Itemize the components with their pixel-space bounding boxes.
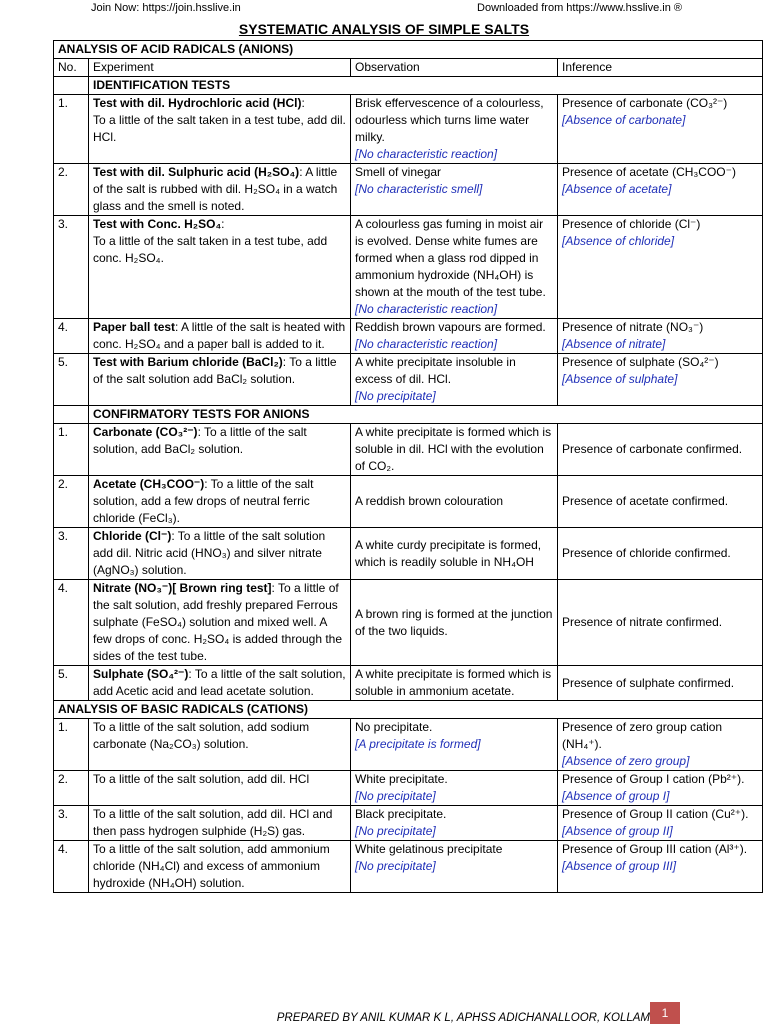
observation-text: A white precipitate is formed which is soluble in ammonium acetate. (355, 667, 552, 698)
inference-cell (558, 528, 763, 580)
table-row (54, 424, 763, 476)
inference-cell (558, 216, 763, 319)
test-name: Paper ball test (93, 320, 176, 334)
observation-text: Black precipitate. (355, 807, 447, 821)
observation-cell (351, 319, 558, 354)
negative-observation: [No characteristic reaction] (355, 147, 498, 161)
row-number (54, 476, 89, 528)
experiment-cell (89, 580, 351, 666)
inference-text: Presence of Group III cation (Al³⁺). (562, 842, 748, 856)
inference-cell (558, 164, 763, 216)
row-number-text: 3. (58, 807, 69, 821)
inference-text: Presence of chloride (Cl⁻) (562, 217, 701, 231)
test-description: To a little of the salt taken in a test tube, add conc. H₂SO₄. (93, 234, 328, 265)
confirmatory-heading-row (54, 406, 763, 424)
anion-name: Carbonate (CO₃²⁻) (93, 425, 198, 439)
inference-text: Presence of carbonate (CO₃²⁻) (562, 96, 728, 110)
inference-text: Presence of Group I cation (Pb²⁺). (562, 772, 745, 786)
page-title: SYSTEMATIC ANALYSIS OF SIMPLE SALTS (238, 21, 530, 37)
empty-cell (54, 406, 89, 424)
experiment-cell (89, 216, 351, 319)
identification-heading-row (54, 77, 763, 95)
test-name: Test with dil. Sulphuric acid (H₂SO₄) (93, 165, 300, 179)
negative-inference: [Absence of zero group] (562, 754, 690, 768)
table-row (54, 719, 763, 771)
row-number-text: 5. (58, 355, 69, 369)
row-number (54, 528, 89, 580)
table-row (54, 580, 763, 666)
test-name: Test with Barium chloride (BaCl₂) (93, 355, 283, 369)
observation-cell (351, 476, 558, 528)
cations-heading: ANALYSIS OF BASIC RADICALS (CATIONS) (54, 701, 763, 719)
empty-cell (54, 77, 89, 95)
negative-inference: [Absence of acetate] (562, 182, 672, 196)
test-text: To a little of the salt solution, add dil. HCl and then pass hydrogen sulphide (H₂S) gas. (93, 807, 333, 838)
observation-cell (351, 164, 558, 216)
experiment-cell (89, 476, 351, 528)
row-number (54, 424, 89, 476)
observation-cell (351, 95, 558, 164)
test-text: To a little of the salt solution, add ammonium chloride (NH₄Cl) and excess of ammonium hydroxide (NH₄OH) solution. (93, 842, 330, 890)
inference-text: Presence of nitrate (NO₃⁻) (562, 320, 704, 334)
inference-cell (558, 719, 763, 771)
observation-text: A brown ring is formed at the junction of the two liquids. (355, 606, 553, 638)
experiment-cell (89, 719, 351, 771)
row-number-text: 3. (58, 217, 69, 231)
observation-text: Reddish brown vapours are formed. (355, 320, 546, 334)
negative-observation: [No characteristic smell] (355, 182, 483, 196)
cation-rows (54, 719, 763, 893)
negative-observation: [No characteristic reaction] (355, 302, 498, 316)
test-text: To a little of the salt solution, add dil. HCl (93, 772, 310, 786)
anion-name: Sulphate (SO₄²⁻) (93, 667, 189, 681)
test-text: : To a little of the salt solution add dil. Nitric acid (HNO₃) and silver nitrate (AgNO₃) solution. (93, 529, 326, 577)
experiment-cell (89, 841, 351, 893)
negative-observation: [No precipitate] (355, 824, 436, 838)
observation-text: A white precipitate insoluble in excess of dil. HCl. (355, 355, 516, 386)
observation-cell (351, 424, 558, 476)
col-observation: Observation (351, 59, 558, 77)
table-row (54, 841, 763, 893)
test-text: : A little of the salt is heated with conc. H₂SO₄ and a paper ball is added to it. (93, 320, 346, 351)
test-name: Test with Conc. H₂SO₄ (93, 217, 222, 231)
row-number (54, 719, 89, 771)
test-text: : (301, 96, 305, 110)
inference-text: Presence of acetate (CH₃COO⁻) (562, 165, 736, 179)
table-row (54, 354, 763, 406)
row-number (54, 216, 89, 319)
row-number-text: 2. (58, 477, 69, 491)
negative-observation: [No precipitate] (355, 859, 436, 873)
row-number (54, 319, 89, 354)
header-join-link[interactable]: Join Now: https://join.hsslive.in (91, 2, 241, 14)
identification-heading: IDENTIFICATION TESTS (89, 77, 763, 95)
observation-text: A white precipitate is formed which is soluble in dil. HCl with the evolution of CO₂. (355, 425, 552, 473)
observation-text: A colourless gas fuming in moist air is evolved. Dense white fumes are formed when a glass rod dipped in ammonium hydroxide (NH₄OH) is shown at the mouth of the test tube. (355, 217, 546, 299)
inference-cell (558, 806, 763, 841)
col-experiment: Experiment (89, 59, 351, 77)
inference-text: Presence of acetate confirmed. (562, 494, 729, 508)
table-row (54, 216, 763, 319)
row-number (54, 841, 89, 893)
inference-cell (558, 424, 763, 476)
row-number (54, 95, 89, 164)
test-text: : (221, 217, 225, 231)
negative-inference: [Absence of nitrate] (562, 337, 666, 351)
col-no: No. (54, 59, 89, 77)
observation-cell (351, 771, 558, 806)
header-download-link[interactable]: Downloaded from https://www.hsslive.in ® (477, 2, 682, 14)
confirmatory-rows (54, 424, 763, 701)
observation-text: White precipitate. (355, 772, 448, 786)
footer-credit: PREPARED BY ANIL KUMAR K L, APHSS ADICHANALLOOR, KOLLAM (276, 1012, 650, 1024)
experiment-cell (89, 95, 351, 164)
row-number (54, 354, 89, 406)
observation-text: No precipitate. (355, 720, 433, 734)
experiment-cell (89, 354, 351, 406)
row-number (54, 580, 89, 666)
experiment-cell (89, 528, 351, 580)
test-description: To a little of the salt taken in a test tube, add dil. HCl. (93, 113, 346, 144)
row-number (54, 771, 89, 806)
row-number-text: 4. (58, 320, 69, 334)
negative-inference: [Absence of group I] (562, 789, 670, 803)
row-number-text: 2. (58, 772, 69, 786)
negative-observation: [No precipitate] (355, 389, 436, 403)
anions-section-row (54, 41, 763, 59)
observation-cell (351, 528, 558, 580)
inference-cell (558, 841, 763, 893)
inference-text: Presence of carbonate confirmed. (562, 442, 743, 456)
col-inference: Inference (558, 59, 763, 77)
test-text: To a little of the salt solution, add sodium carbonate (Na₂CO₃) solution. (93, 720, 310, 751)
table-row (54, 476, 763, 528)
page-number: 1 (650, 1002, 680, 1024)
observation-cell (351, 806, 558, 841)
inference-cell (558, 476, 763, 528)
row-number-text: 3. (58, 529, 69, 543)
observation-cell (351, 841, 558, 893)
confirmatory-heading: CONFIRMATORY TESTS FOR ANIONS (89, 406, 763, 424)
test-name: Test with dil. Hydrochloric acid (HCl) (93, 96, 302, 110)
row-number (54, 666, 89, 701)
negative-inference: [Absence of carbonate] (562, 113, 686, 127)
observation-text: Brisk effervescence of a colourless, odourless which turns lime water milky. (355, 96, 544, 144)
negative-inference: [Absence of group III] (562, 859, 677, 873)
observation-cell (351, 666, 558, 701)
observation-cell (351, 719, 558, 771)
observation-text: Smell of vinegar (355, 165, 442, 179)
row-number-text: 2. (58, 165, 69, 179)
anion-name: Chloride (Cl⁻) (93, 529, 172, 543)
row-number-text: 1. (58, 96, 69, 110)
test-text: : To a little of the salt solution, add freshly prepared Ferrous sulphate (FeSO₄) solution and mixed well. A few drops of conc. H₂SO₄ is added through the sides of the test tube. (93, 581, 343, 663)
row-number-text: 1. (58, 425, 69, 439)
observation-text: White gelatinous precipitate (355, 842, 503, 856)
row-number-text: 5. (58, 667, 69, 681)
inference-cell (558, 771, 763, 806)
experiment-cell (89, 319, 351, 354)
observation-text: A white curdy precipitate is formed, which is readily soluble in NH₄OH (355, 537, 542, 569)
observation-cell (351, 580, 558, 666)
negative-inference: [Absence of sulphate] (562, 372, 678, 386)
observation-cell (351, 354, 558, 406)
inference-text: Presence of sulphate confirmed. (562, 675, 735, 690)
row-number-text: 1. (58, 720, 69, 734)
table-row (54, 771, 763, 806)
table-row (54, 95, 763, 164)
inference-text: Presence of chloride confirmed. (562, 546, 731, 560)
table-row (54, 666, 763, 701)
negative-observation: [A precipitate is formed] (355, 737, 481, 751)
table-row (54, 164, 763, 216)
experiment-cell (89, 806, 351, 841)
column-header-row (54, 59, 763, 77)
table-row (54, 528, 763, 580)
row-number-text: 4. (58, 842, 69, 856)
test-text: : To a little of the salt solution, add a few drops of neutral ferric chloride (FeCl₃). (93, 477, 314, 525)
inference-text: Presence of Group II cation (Cu²⁺). (562, 807, 749, 821)
inference-cell (558, 666, 763, 701)
table-row (54, 319, 763, 354)
negative-inference: [Absence of group II] (562, 824, 673, 838)
test-text: : To a little of the salt solution, add Acetic acid and lead acetate solution. (93, 667, 346, 698)
row-number (54, 806, 89, 841)
row-number (54, 164, 89, 216)
inference-cell (558, 354, 763, 406)
identification-rows (54, 95, 763, 406)
inference-cell (558, 319, 763, 354)
anions-heading: ANALYSIS OF ACID RADICALS (ANIONS) (54, 41, 763, 59)
inference-cell (558, 580, 763, 666)
inference-text: Presence of sulphate (SO₄²⁻) (562, 355, 719, 369)
salt-analysis-table (53, 40, 763, 893)
inference-cell (558, 95, 763, 164)
negative-inference: [Absence of chloride] (562, 234, 675, 248)
observation-cell (351, 216, 558, 319)
row-number-text: 4. (58, 581, 69, 595)
experiment-cell (89, 424, 351, 476)
test-text: : To a little of the salt solution, add BaCl₂ solution. (93, 425, 307, 456)
inference-text: Presence of nitrate confirmed. (562, 615, 723, 629)
negative-observation: [No characteristic reaction] (355, 337, 498, 351)
test-text: : To a little of the salt solution add BaCl₂ solution. (93, 355, 337, 386)
test-text: : A little of the salt is rubbed with dil. H₂SO₄ in a watch glass and the smell is noted. (93, 165, 338, 213)
experiment-cell (89, 771, 351, 806)
inference-text: Presence of zero group cation (NH₄⁺). (562, 720, 723, 751)
negative-observation: [No precipitate] (355, 789, 436, 803)
observation-text: A reddish brown colouration (355, 494, 504, 508)
anion-name: Nitrate (NO₃⁻)[ Brown ring test] (93, 581, 272, 595)
experiment-cell (89, 666, 351, 701)
table-row (54, 806, 763, 841)
cations-section-row (54, 701, 763, 719)
experiment-cell (89, 164, 351, 216)
anion-name: Acetate (CH₃COO⁻) (93, 477, 205, 491)
